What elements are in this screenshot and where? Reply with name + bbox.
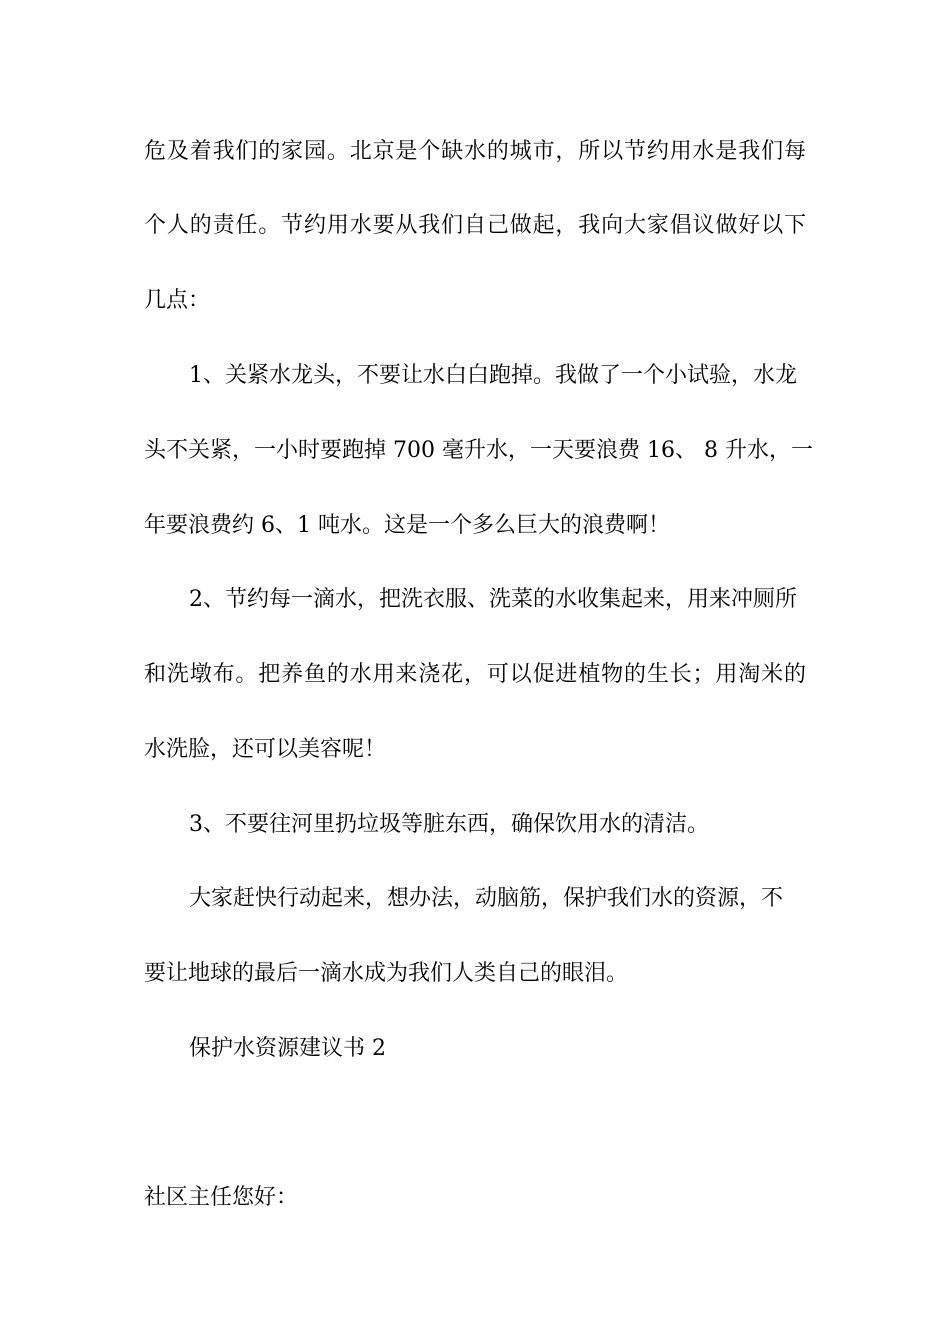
closing-paragraph-line: 要让地球的最后一滴水成为我们人类自己的眼泪。	[144, 961, 629, 986]
list-item-3-line: 3、不要往河里扔垃圾等脏东西，确保饮用水的清洁。	[189, 812, 709, 837]
paragraph-line: 个人的责任。节约用水要从我们自己做起，我向大家倡议做好以下	[144, 213, 806, 238]
paragraph-line: 危及着我们的家园。北京是个缺水的城市，所以节约用水是我们每	[144, 139, 806, 164]
list-item-2-line: 2、节约每一滴水，把洗衣服、洗菜的水收集起来，用来冲厕所	[189, 587, 797, 612]
list-item-1-line: 年要浪费约 6、1 吨水。这是一个多么巨大的浪费啊！	[144, 513, 670, 538]
paragraph-line: 几点：	[144, 288, 211, 313]
section-title: 保护水资源建议书 2	[189, 1036, 386, 1061]
list-item-1-line: 1、关紧水龙头，不要让水白白跑掉。我做了一个小试验，水龙	[189, 363, 797, 388]
list-item-2-line: 和洗墩布。把养鱼的水用来浇花，可以促进植物的生长；用淘米的	[144, 662, 806, 687]
salutation: 社区主任您好：	[144, 1185, 299, 1210]
list-item-1-line: 头不关紧，一小时要跑掉 700 毫升水，一天要浪费 16、 8 升水，一	[144, 438, 813, 463]
closing-paragraph-line: 大家赶快行动起来，想办法，动脑筋，保护我们水的资源，不	[189, 886, 784, 911]
list-item-2-line: 水洗脸，还可以美容呢！	[144, 737, 387, 762]
